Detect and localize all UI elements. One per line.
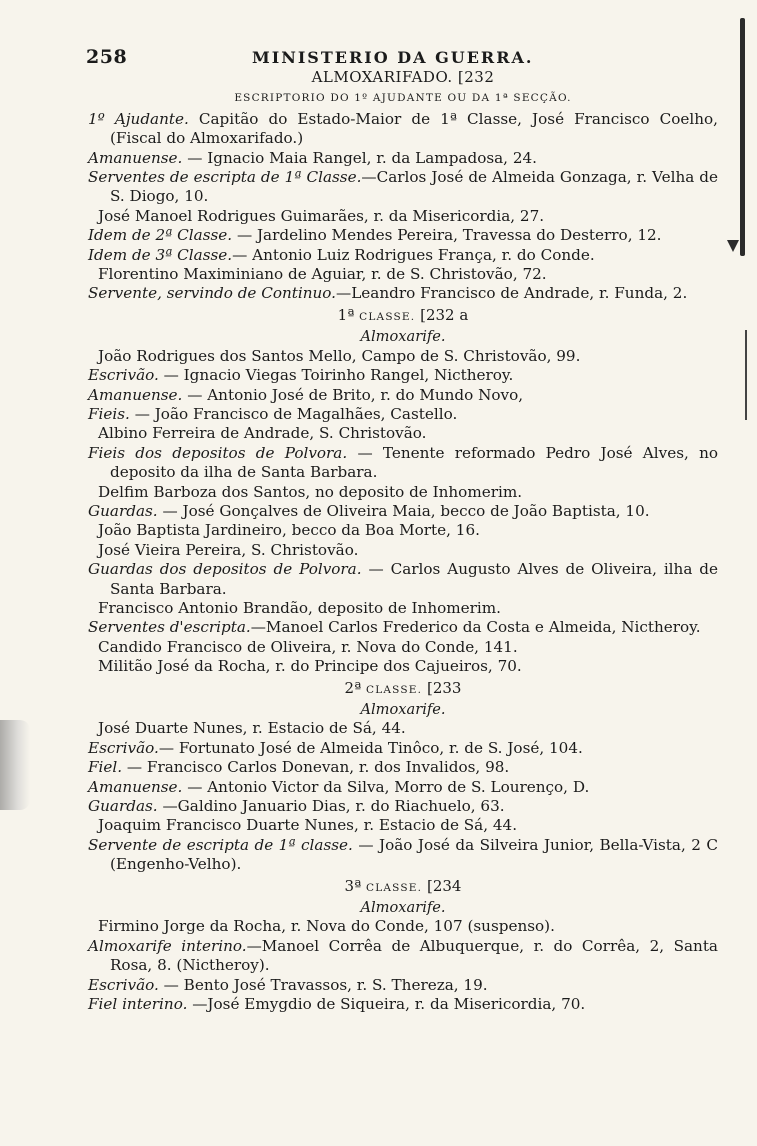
entry-text: Militão José da Rocha, r. do Principe dos Cajueiros, 70. xyxy=(98,657,522,676)
entry-text: — Bento José Travassos, r. S. Thereza, 19. xyxy=(158,975,488,994)
almoxarife-heading-2: Almoxarife. xyxy=(360,701,446,718)
list-item xyxy=(88,284,718,303)
list-item xyxy=(88,976,718,995)
class-label: CLASSE. xyxy=(365,683,423,696)
entry-text: Capitão do Estado-Maior de 1ª Classe, José Francisco Coelho, (Fiscal do Almoxarifado.) xyxy=(110,109,718,148)
entry-text: Joaquim Francisco Duarte Nunes, r. Estacio de Sá, 44. xyxy=(98,816,518,835)
list-item xyxy=(88,444,718,483)
class-heading-1 xyxy=(88,306,718,327)
entry-text: Firmino Jorge da Rocha, r. Nova do Conde, 107 (suspenso). xyxy=(98,917,555,936)
page-header xyxy=(88,46,718,70)
list-item xyxy=(88,937,718,976)
class-label: CLASSE. xyxy=(359,310,416,323)
entry-text: —José Emygdio de Siqueira, r. da Misericordia, 70. xyxy=(187,995,586,1014)
entry-text: Delfim Barboza dos Santos, no deposito de Inhomerim. xyxy=(98,482,523,501)
class-number: 1ª xyxy=(337,305,355,324)
class-label: CLASSE. xyxy=(365,881,423,894)
entry-title: Fiel interino. xyxy=(88,995,188,1014)
class-ref: [233 xyxy=(426,678,462,697)
list-item xyxy=(88,502,718,521)
list-item xyxy=(88,386,718,405)
class-number: 2ª xyxy=(344,678,362,697)
entry-text: — Francisco Carlos Donevan, r. dos Invalidos, 98. xyxy=(122,758,510,777)
entry-text: —Galdino Januario Dias, r. do Riachuelo, 63. xyxy=(157,797,505,816)
list-item xyxy=(88,246,718,265)
entry-title: 1º Ajudante. xyxy=(88,109,189,128)
entry-title: Escrivão. xyxy=(88,366,159,385)
entry-title: Servente de escripta de 1ª classe. xyxy=(88,835,353,854)
list-item xyxy=(88,405,718,424)
list-item xyxy=(88,347,718,366)
entry-text: — Antonio Victor da Silva, Morro de S. Lourenço, D. xyxy=(182,777,590,796)
class-ref: [232 a xyxy=(420,305,469,324)
entry-title: Escrivão. xyxy=(88,738,159,757)
entry-title: Guardas. xyxy=(88,797,158,816)
entry-title: Almoxarife interino. xyxy=(88,936,247,955)
list-item xyxy=(88,541,718,560)
class-heading-3 xyxy=(88,877,718,898)
list-item xyxy=(88,226,718,245)
entry-text: — Carlos Augusto Alves de Oliveira, ilha de Santa Barbara. xyxy=(110,560,718,598)
list-item xyxy=(88,110,718,149)
entry-text: Florentino Maximiniano de Aguiar, r. de S. Christovão, 72. xyxy=(98,265,547,284)
entry-text: —Manoel Carlos Frederico da Costa e Almeida, Nictheroy. xyxy=(250,618,701,637)
entry-title: Fieis. xyxy=(88,404,130,423)
page-number: 258 xyxy=(86,46,128,68)
entry-title: Amanuense. xyxy=(88,385,183,404)
entry-text: Francisco Antonio Brandão, deposito de Inhomerim. xyxy=(98,598,501,617)
margin-rule xyxy=(745,330,747,420)
entry-text: — Antonio Luiz Rodrigues França, r. do Conde. xyxy=(232,245,595,264)
entry-title: Serventes de escripta de 1ª Classe. xyxy=(88,168,362,187)
list-item xyxy=(88,207,718,226)
list-item xyxy=(88,758,718,777)
subsection-title: ESCRIPTORIO DO 1º AJUDANTE OU DA 1ª SECÇÃO. xyxy=(234,92,572,105)
class-number: 3ª xyxy=(344,876,362,895)
list-item xyxy=(88,149,718,168)
list-item xyxy=(88,995,718,1014)
list-item xyxy=(88,618,718,637)
list-item xyxy=(88,797,718,816)
entry-text: João Baptista Jardineiro, becco da Boa Morte, 16. xyxy=(98,521,480,540)
entry-text: — João José da Silveira Junior, Bella-Vista, 2 C (Engenho-Velho). xyxy=(110,835,718,874)
entry-text: —Carlos José de Almeida Gonzaga, r. Velha de S. Diogo, 10. xyxy=(110,168,718,206)
entry-text: José Vieira Pereira, S. Christovão. xyxy=(98,540,359,559)
entry-title: Amanuense. xyxy=(88,777,183,796)
list-item xyxy=(88,265,718,284)
list-item xyxy=(88,424,718,443)
almoxarife-heading-3: Almoxarife. xyxy=(360,899,446,917)
list-item xyxy=(88,816,718,835)
entry-title: Serventes d'escripta. xyxy=(88,618,251,637)
list-item xyxy=(88,168,718,207)
entry-text: — José Gonçalves de Oliveira Maia, becco de João Baptista, 10. xyxy=(157,501,650,520)
entry-text: —Manoel Corrêa de Albuquerque, r. do Corrêa, 2, Santa Rosa, 8. (Nictheroy). xyxy=(110,936,718,975)
classe1-list xyxy=(88,347,718,677)
entry-text: —Leandro Francisco de Andrade, r. Funda, 2. xyxy=(336,284,688,303)
margin-scan-edge xyxy=(740,18,745,256)
list-item xyxy=(88,599,718,618)
entry-text: José Manoel Rodrigues Guimarães, r. da Misericordia, 27. xyxy=(98,206,545,225)
entry-text: — Antonio José de Brito, r. do Mundo Novo, xyxy=(182,385,524,404)
entry-title: Fiel. xyxy=(88,758,123,777)
entry-title: Servente, servindo de Continuo. xyxy=(88,284,337,303)
list-item xyxy=(88,657,718,676)
list-item xyxy=(88,483,718,502)
entry-title: Idem de 2ª Classe. xyxy=(88,226,233,245)
entry-title: Guardas dos depositos de Polvora. xyxy=(88,560,362,579)
entry-title: Amanuense. xyxy=(88,148,183,167)
entry-title: Idem de 3ª Classe. xyxy=(88,245,233,264)
entry-text: Candido Francisco de Oliveira, r. Nova do Conde, 141. xyxy=(98,637,518,656)
entry-text: — Jardelino Mendes Pereira, Travessa do Desterro, 12. xyxy=(232,226,662,245)
list-item xyxy=(88,521,718,540)
list-item xyxy=(88,836,718,875)
binding-stain xyxy=(0,720,30,810)
entry-title: Fieis dos depositos de Polvora. xyxy=(88,443,348,462)
classe3-list xyxy=(88,917,718,1014)
list-item xyxy=(88,560,718,599)
entry-title: Escrivão. xyxy=(88,975,159,994)
list-item xyxy=(88,739,718,758)
escriptorio-list xyxy=(88,110,718,304)
entry-text: — Tenente reformado Pedro José Alves, no deposito da ilha de Santa Barbara. xyxy=(110,443,719,482)
entry-text: — Ignacio Viegas Toirinho Rangel, Nictheroy. xyxy=(158,366,514,385)
list-item xyxy=(88,638,718,657)
list-item xyxy=(88,778,718,797)
section-title: ALMOXARIFADO. [232 xyxy=(311,68,495,86)
list-item xyxy=(88,719,718,738)
entry-text: — Ignacio Maia Rangel, r. da Lampadosa, 24. xyxy=(182,148,537,167)
margin-mark xyxy=(727,240,739,252)
class-ref: [234 xyxy=(426,876,462,895)
list-item xyxy=(88,917,718,936)
list-item xyxy=(88,366,718,385)
entry-text: João Rodrigues dos Santos Mello, Campo de S. Christovão, 99. xyxy=(98,346,581,365)
running-title: MINISTERIO DA GUERRA. xyxy=(252,48,534,67)
almoxarife-heading-1: Almoxarife. xyxy=(360,328,446,346)
entry-text: — Fortunato José de Almeida Tinôco, r. de S. José, 104. xyxy=(158,738,583,757)
classe2-list xyxy=(88,719,718,874)
entry-text: José Duarte Nunes, r. Estacio de Sá, 44. xyxy=(98,719,406,738)
entry-title: Guardas. xyxy=(88,501,158,520)
entry-text: — João Francisco de Magalhães, Castello. xyxy=(129,404,458,423)
entry-text: Albino Ferreira de Andrade, S. Christovão. xyxy=(98,424,427,443)
document-page xyxy=(88,46,718,1015)
class-heading-2 xyxy=(88,679,718,700)
